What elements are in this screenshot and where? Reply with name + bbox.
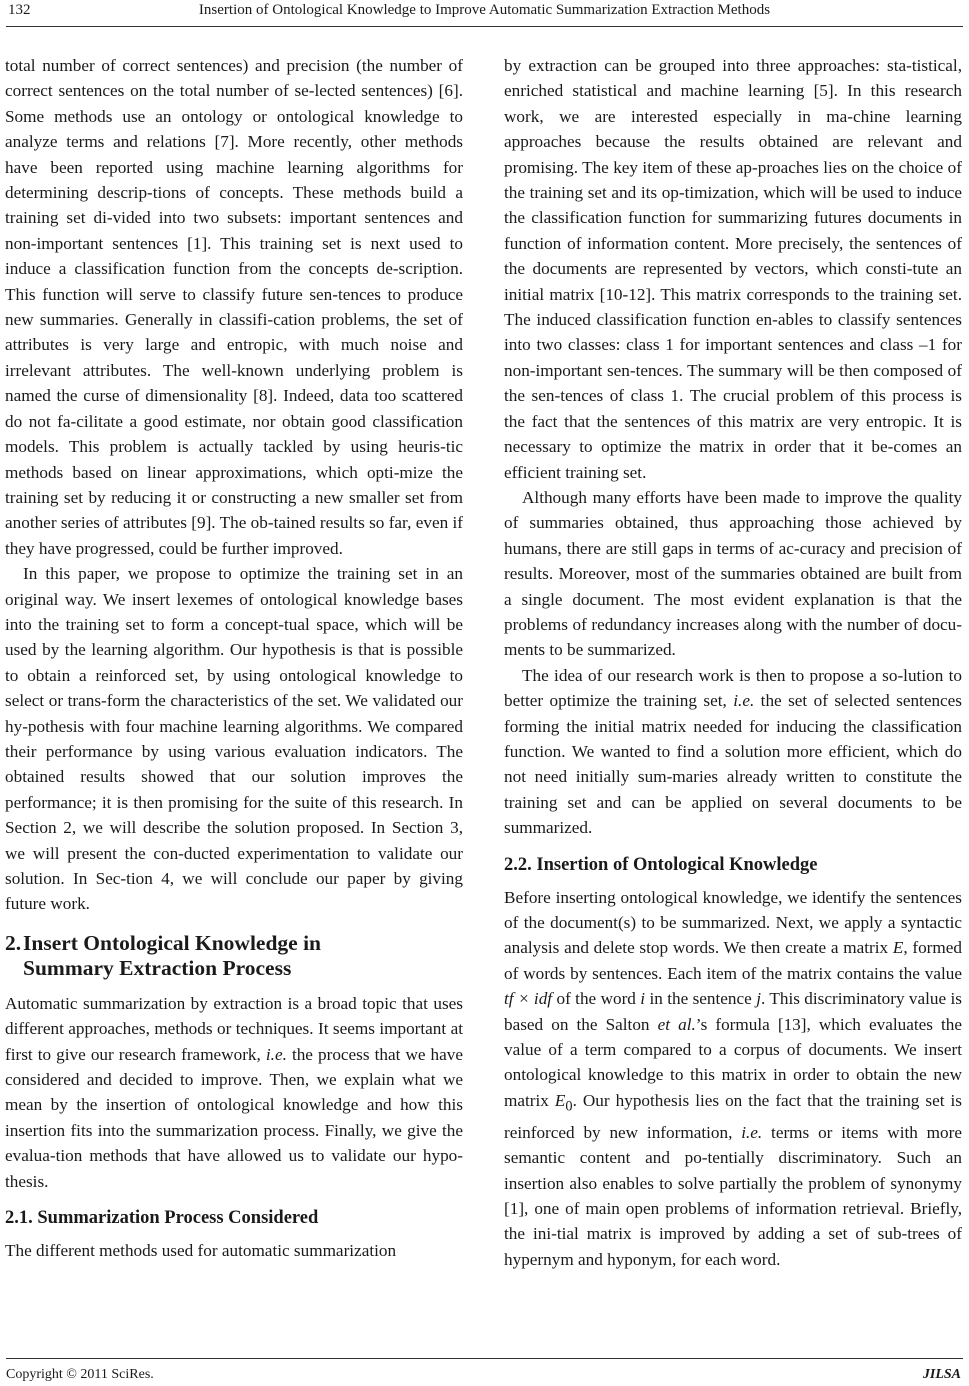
paragraph: In this paper, we propose to optimize the training set in an original way. We insert lexemes of ontological knowledge bases into the training set to form a concept-tual space, which will be used by the learning algorithm. Our hypothesis is that is possible to obtain a reinforced set, by using ontological knowledge to select or trans-form the characteristics of the set. We validated our hy-pothesis with four machine learning algorithms. We compared their performance by using various evaluation indicators. The obtained results showed that our solution improves the performance; it is then promising for the suite of this research. In Section 2, we will describe the solution proposed. In Section 3, we will present the con-ducted experimentation to validate our solution. In Sec-tion 4, we will conclude our paper by giving future work. xyxy=(5,564,463,914)
right-column xyxy=(504,53,962,1272)
paragraph: Before inserting ontological knowledge, we identify the sentences of the document(s) to be summarized. Next, we apply a syntactic analysis and delete stop words. We then create a matrix E, formed of words by sentences. Each item of the matrix contains the value tf × idf of the word i in the sentence j. This discriminatory value is based on the Salton et al.’s formula [13], which evaluates the value of a term compared to a corpus of documents. We insert ontological knowledge to this matrix in order to obtain the new matrix $E_0$. Our hypothesis lies on the fact that the training set is reinforced by new information, i.e. terms or items with more semantic content and po-tentially discriminatory. Such an insertion also enables to solve partially the problem of synonymy [1], one of main open problems of information retrieval. Briefly, the ini-tial matrix is improved by adding a set of sub-trees of hypernym and hyponym, for each word. xyxy=(504,887,963,1269)
page-number: 132 xyxy=(8,2,31,18)
section-heading xyxy=(5,931,463,981)
paragraph: by extraction can be grouped into three approaches: sta-tistical, enriched statistical and machine learning [5]. In this research work, we are interested especially in ma-chine learning approaches because the results obtained are relevant and promising. The key item of these ap-proaches lies on the choice of the training set and its op-timization, which will be used to induce the classification function for summarizing futures documents in function of information content. More precisely, the sentences of the documents are represented by vectors, which consti-tute an initial matrix [10-12]. This matrix corresponds to the training set. The induced classification function en-ables to classify sentences into two classes: class 1 for important sentences and class –1 for non-important sen-tences. The summary will be then composed of the sen-tences of class 1. The crucial problem of this process is the fact that the sentences of this matrix are very entropic. It is necessary to optimize the matrix in order that it be-comes an efficient training set. xyxy=(504,56,962,482)
paragraph: total number of correct sentences) and precision (the number of correct sentences on the total number of se-lected sentences) [6]. Some methods use an ontology or ontological knowledge to analyze terms and relations [7]. More recently, other methods have been reported using machine learning algorithms for determining descrip-tions of concepts. These methods build a training set di-vided into two subsets: important sentences and non-important sentences [1]. This training set is next used to induce a classification function from the concepts de-scription. This function will serve to classify future sen-tences to produce new summaries. Generally in classifi-cation problems, the set of attributes is very large and entropic, with much noise and irrelevant attributes. The well-known underlying problem is named the curse of dimensionality [8]. Indeed, data too scattered do not fa-cilitate a good estimate, nor obtain good classification models. This problem is actually tackled by using heuris-tic methods based on linear approximations, which opti-mize the training set by reducing it or constructing a new smaller set from another series of attributes [9]. The ob-tained results so far, even if they have progressed, could be further improved. xyxy=(5,56,463,558)
paragraph: The idea of our research work is then to propose a so-lution to better optimize the training set, i.e. the set of selected sentences forming the initial matrix needed for inducing the classification function. We wanted to find a solution more efficient, which do not need initially sum-maries already written to constitute the training set and can be applied on several documents to be summarized. xyxy=(504,665,962,838)
header-rule xyxy=(6,26,963,27)
running-title: Insertion of Ontological Knowledge to Improve Automatic Summarization Extraction Methods xyxy=(198,2,771,18)
journal-name: JILSA xyxy=(922,1367,961,1382)
page-footer xyxy=(0,1358,969,1386)
left-column xyxy=(5,53,463,1263)
subsection-heading: 2.1. Summarization Process Considered xyxy=(5,1208,319,1229)
section-title-line2: Summary Extraction Process xyxy=(23,955,292,980)
paragraph: Although many efforts have been made to improve the quality of summaries obtained, thus approaching those achieved by humans, there are still gaps in terms of ac-curacy and precision of results. Moreover, most of the summaries obtained are built from a single document. The most evident explanation is that the problems of redundancy increases along with the number of docu-ments to be summarized. xyxy=(504,487,962,660)
paragraph: The different methods used for automatic summarization xyxy=(5,1241,397,1261)
subsection-heading: 2.2. Insertion of Ontological Knowledge xyxy=(504,854,818,875)
paragraph: Automatic summarization by extraction is a broad topic that uses different approaches, methods or techniques. It seems important at first to give our research framework, i.e. the process that we have considered and decided to improve. Then, we explain what we mean by the insertion of ontological knowledge and how this insertion fits into the summarization process. Finally, we give the evalua-tion methods that have allowed us to validate our hypo-thesis. xyxy=(5,993,463,1191)
section-number: 2. xyxy=(5,930,22,955)
page-header xyxy=(0,0,969,34)
section-title-line1: Insert Ontological Knowledge in xyxy=(23,930,322,955)
copyright-notice: Copyright © 2011 SciRes. xyxy=(6,1367,154,1382)
footer-rule xyxy=(6,1358,963,1359)
